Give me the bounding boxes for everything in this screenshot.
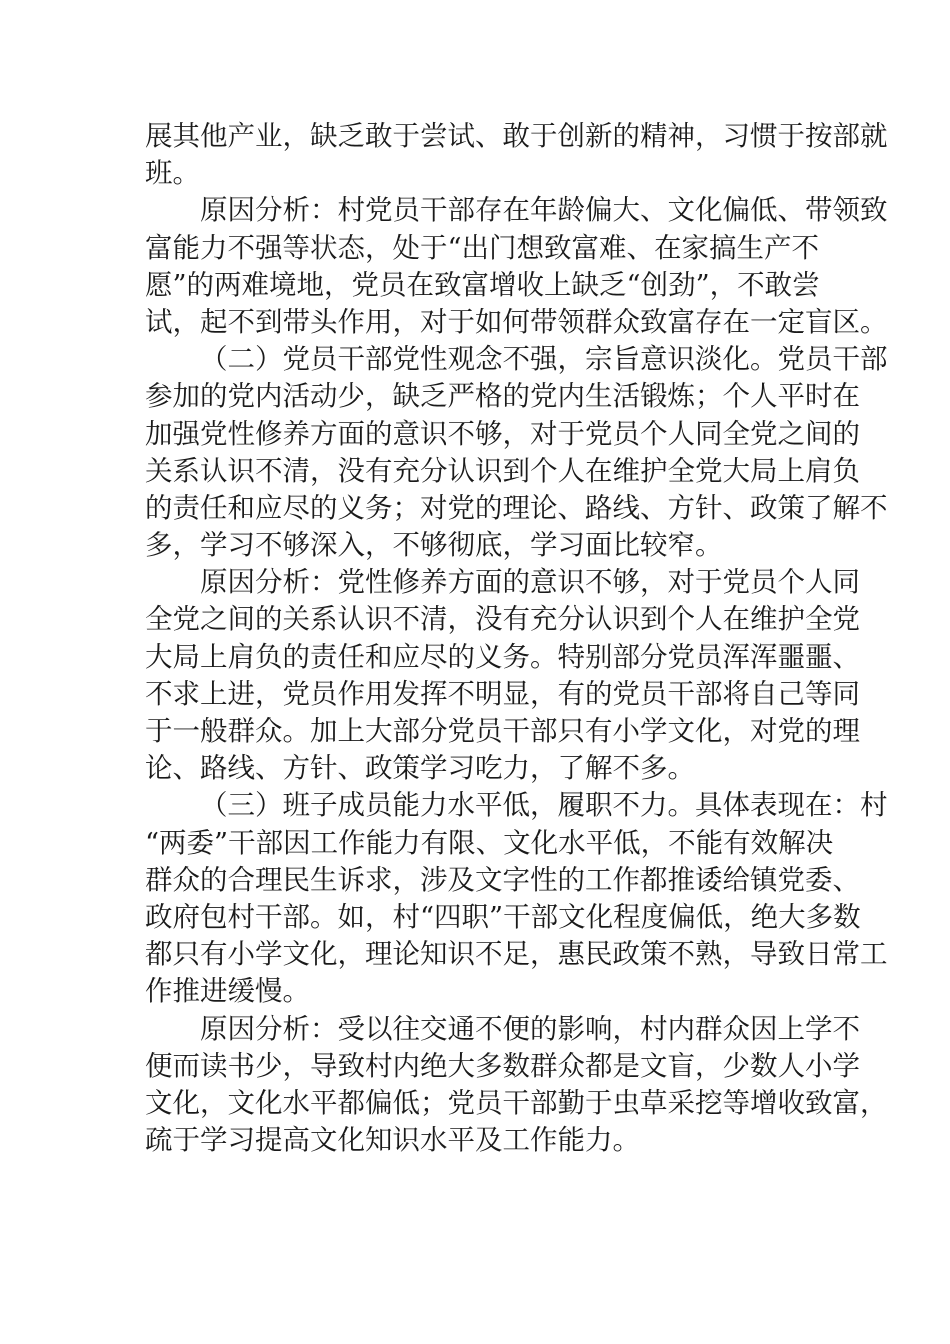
text-line: 的责任和应尽的义务；对党的理论、路线、方针、政策了解不 xyxy=(145,491,888,524)
text-line: 全党之间的关系认识不清，没有充分认识到个人在维护全党 xyxy=(145,603,860,636)
text-line: 班。 xyxy=(145,157,200,190)
text-line: 加强党性修养方面的意识不够，对于党员个人同全党之间的 xyxy=(145,417,860,450)
text-line: 政府包村干部。如，村“四职”干部文化程度偏低，绝大多数 xyxy=(145,900,861,933)
text-line: （三）班子成员能力水平低，履职不力。具体表现在：村 xyxy=(200,789,888,822)
text-line: 原因分析：受以往交通不便的影响，村内群众因上学不 xyxy=(200,1012,860,1045)
text-line: 作推进缓慢。 xyxy=(145,975,310,1008)
text-line: 文化，文化水平都偏低；党员干部勤于虫草采挖等增收致富， xyxy=(145,1086,888,1119)
paragraph xyxy=(145,118,888,192)
paragraph xyxy=(145,787,888,1010)
text-line: 参加的党内活动少，缺乏严格的党内生活锻炼；个人平时在 xyxy=(145,380,860,413)
paragraph xyxy=(145,341,888,564)
text-line: 愿”的两难境地，党员在致富增收上缺乏“创劲”，不敢尝 xyxy=(145,268,820,301)
paragraph xyxy=(145,192,888,341)
text-line: 群众的合理民生诉求，涉及文字性的工作都推诿给镇党委、 xyxy=(145,863,860,896)
body-text xyxy=(145,118,888,1159)
text-line: 大局上肩负的责任和应尽的义务。特别部分党员浑浑噩噩、 xyxy=(145,640,860,673)
text-line: 论、路线、方针、政策学习吃力，了解不多。 xyxy=(145,752,695,785)
text-line: 疏于学习提高文化知识水平及工作能力。 xyxy=(145,1124,640,1157)
text-line: 都只有小学文化，理论知识不足，惠民政策不熟，导致日常工 xyxy=(145,938,888,971)
text-line: 多，学习不够深入，不够彻底，学习面比较窄。 xyxy=(145,529,723,562)
text-line: 试，起不到带头作用，对于如何带领群众致富存在一定盲区。 xyxy=(145,305,888,338)
text-line: “两委”干部因工作能力有限、文化水平低，不能有效解决 xyxy=(145,826,834,859)
text-line: 不求上进，党员作用发挥不明显，有的党员干部将自己等同 xyxy=(145,677,860,710)
text-line: （二）党员干部党性观念不强，宗旨意识淡化。党员干部 xyxy=(200,343,888,376)
text-line: 关系认识不清，没有充分认识到个人在维护全党大局上肩负 xyxy=(145,454,860,487)
text-line: 便而读书少，导致村内绝大多数群众都是文盲，少数人小学 xyxy=(145,1049,860,1082)
text-line: 于一般群众。加上大部分党员干部只有小学文化，对党的理 xyxy=(145,715,860,747)
text-line: 原因分析：村党员干部存在年龄偏大、文化偏低、带领致 xyxy=(200,194,888,227)
text-line: 富能力不强等状态，处于“出门想致富难、在家搞生产不 xyxy=(145,231,820,264)
paragraph xyxy=(145,564,860,787)
text-line: 原因分析：党性修养方面的意识不够，对于党员个人同 xyxy=(200,566,860,599)
text-line: 展其他产业，缺乏敢于尝试、敢于创新的精神，习惯于按部就 xyxy=(145,120,888,152)
paragraph xyxy=(145,1011,888,1160)
